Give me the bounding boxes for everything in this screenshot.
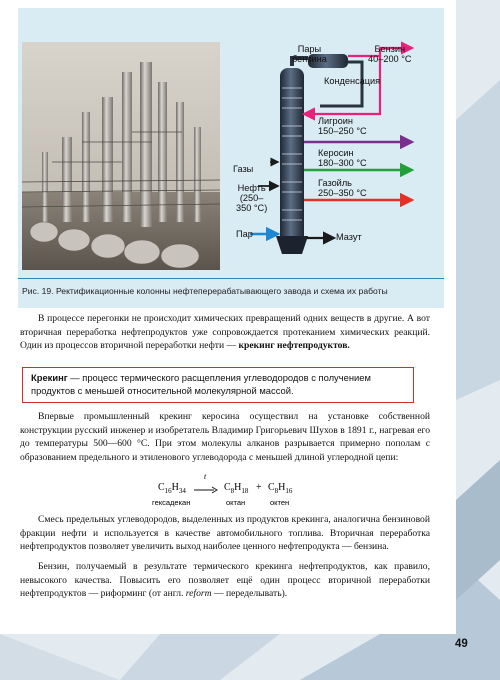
eq-arrow — [194, 486, 218, 494]
figure-caption: Рис. 19. Ректификационные колонны нефтеперерабатывающего завода и схема их работы — [22, 286, 388, 296]
page-number: 49 — [455, 638, 468, 650]
label-gasoline: Бензин 40–200 °С — [368, 44, 412, 64]
reaction-equation — [152, 472, 312, 510]
label-fuel-oil: Мазут — [336, 232, 362, 242]
definition-text: — процесс термического расщепления углеводородов с получением продуктов с меньшей относительной молекулярной массой. — [31, 372, 371, 396]
label-kerosene: Керосин 180–300 °С — [318, 148, 367, 168]
label-steam: Пар — [236, 229, 253, 239]
label-gases: Газы — [233, 164, 254, 174]
eq-plus: + — [256, 482, 262, 493]
definition-term: Крекинг — [31, 372, 68, 383]
paragraph-2: Впервые промышленный крекинг керосина осуществил на установке собственной конструкции русский инженер и изобретатель Владимир Григорьевич Шухов в 1891 г., нагревая его до температуры 500—600 °С. При этом молекулы алканов разрывается примерно пополам с образованием предельного и этиленового углеводорода с меньшей длиной углеродной цепи: — [20, 411, 430, 463]
refinery-photo — [22, 42, 220, 270]
eq-product2: $C_8H_{16}$ — [268, 482, 293, 495]
label-condensation: Конденсация — [324, 76, 381, 86]
eq-product2-name: октен — [270, 498, 290, 507]
paragraph-4-start: Бензин, получаемый в результате термического крекинга нефтепродуктов, как правило, невысокого качества. Повысить его позволяет ещё один процесс вторичной переработки нефтепродуктов — риформинг (от англ. — [20, 561, 430, 600]
eq-product1: $C_8H_{18}$ — [224, 482, 249, 495]
definition-box — [22, 367, 414, 403]
paragraph-3: Смесь предельных углеводородов, выделенных из продуктов крекинга, аналогична бензиновой фракции нефти и используется в качестве автомобильного топлива. Вторичная переработка нефтепродуктов позволяет увеличить выход наиболее ценного нефтепродукта — бензина. — [20, 514, 430, 553]
label-vapors: Пары бензина — [292, 44, 327, 64]
paragraph-4-italic: reform — [185, 588, 212, 600]
eq-reactant: $C_{16}H_{34}$ — [158, 482, 186, 495]
eq-product1-name: октан — [226, 498, 246, 507]
paragraph-4-end: — переделывать). — [211, 588, 288, 600]
label-ligroin: Лигроин 150–250 °С — [318, 116, 367, 136]
paragraph-1-bold: крекинг нефтепродуктов. — [238, 340, 350, 352]
eq-condition: t — [204, 472, 207, 481]
eq-reactant-name: гексадекан — [152, 498, 191, 507]
paragraph-4 — [20, 560, 430, 601]
label-gasoil: Газойль 250–350 °С — [318, 178, 367, 198]
paragraph-1-text: В процессе перегонки не происходит химических превращений одних веществ в другие. А вот вторичная переработка нефтепродуктов уже сопровождается протеканием химических реакций. Один из процессов вторичной переработки нефти — — [20, 313, 430, 352]
label-oil: Нефть (250– 350 °С) — [236, 183, 268, 213]
paragraph-1 — [20, 312, 430, 353]
caption-divider — [18, 278, 444, 279]
